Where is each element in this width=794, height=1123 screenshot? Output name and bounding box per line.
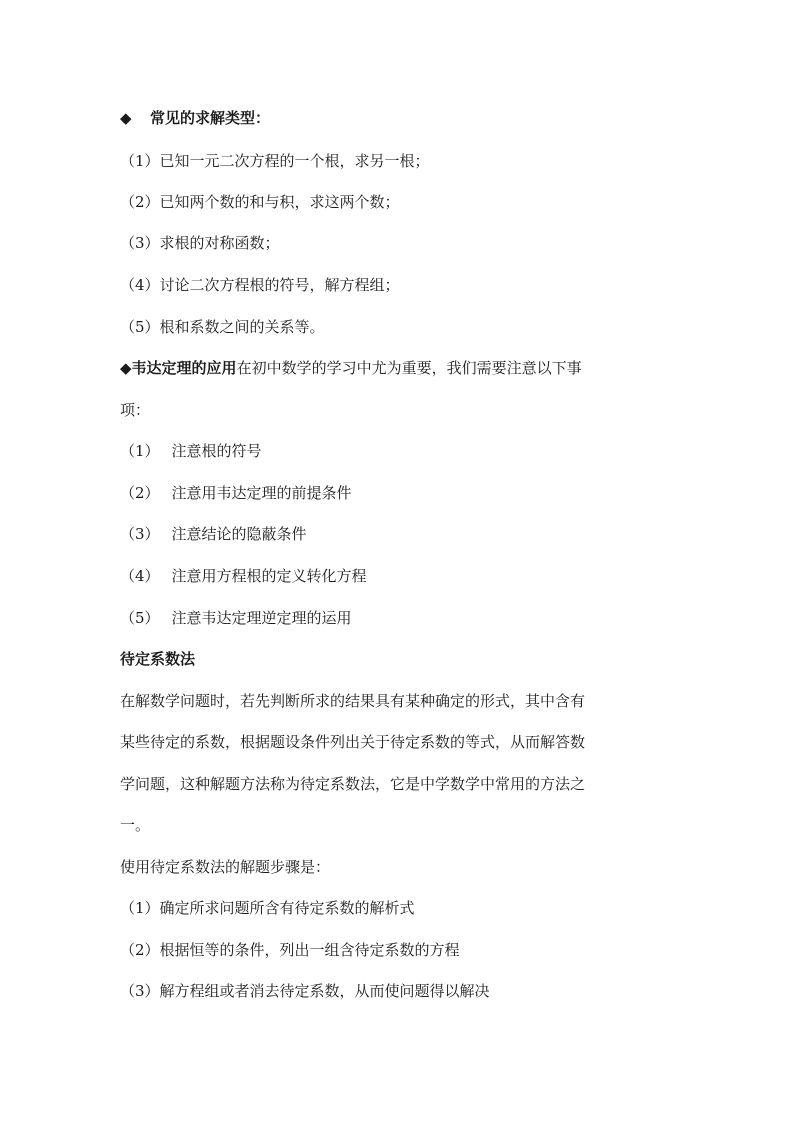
list-item: （1）已知一元二次方程的一个根，求另一根； [120, 152, 430, 170]
paragraph-vieta-application: ◆韦达定理的应用在初中数学的学习中尤为重要，我们需要注意以下事 [120, 359, 582, 377]
list-item: （2） 注意用韦达定理的前提条件 [120, 484, 352, 502]
list-item: （4）讨论二次方程根的符号，解方程组； [120, 276, 400, 294]
diamond-bullet-icon: ◆ [120, 359, 132, 377]
paragraph-line: 项： [120, 401, 151, 419]
list-item: （1）确定所求问题所含有待定系数的解析式 [120, 899, 415, 917]
steps-intro: 使用待定系数法的解题步骤是： [120, 858, 331, 876]
list-item: （5）根和系数之间的关系等。 [120, 318, 325, 336]
list-item: （3） 注意结论的隐蔽条件 [120, 525, 307, 543]
paragraph-line: 某些待定的系数，根据题设条件列出关于待定系数的等式，从而解答数 [120, 733, 586, 751]
section-heading-undetermined-coefficients: 待定系数法 [120, 650, 196, 668]
list-item: （2）已知两个数的和与积，求这两个数； [120, 193, 400, 211]
list-item: （2）根据恒等的条件，列出一组含待定系数的方程 [120, 941, 460, 959]
paragraph-line: 在解数学问题时，若先判断所求的结果具有某种确定的形式，其中含有 [120, 692, 586, 710]
list-item: （4） 注意用方程根的定义转化方程 [120, 567, 367, 585]
list-item: （3）求根的对称函数； [120, 234, 280, 252]
list-item: （1） 注意根的符号 [120, 442, 262, 460]
diamond-bullet-icon: ◆ [120, 109, 132, 127]
list-item: （5） 注意韦达定理逆定理的运用 [120, 609, 352, 627]
list-item: （3）解方程组或者消去待定系数，从而使问题得以解决 [120, 982, 490, 1000]
paragraph-line: 一。 [120, 816, 151, 834]
section-heading-solution-types: ◆ 常见的求解类型： [120, 109, 271, 127]
paragraph-line: 学问题，这种解题方法称为待定系数法，它是中学数学中常用的方法之 [120, 775, 586, 793]
